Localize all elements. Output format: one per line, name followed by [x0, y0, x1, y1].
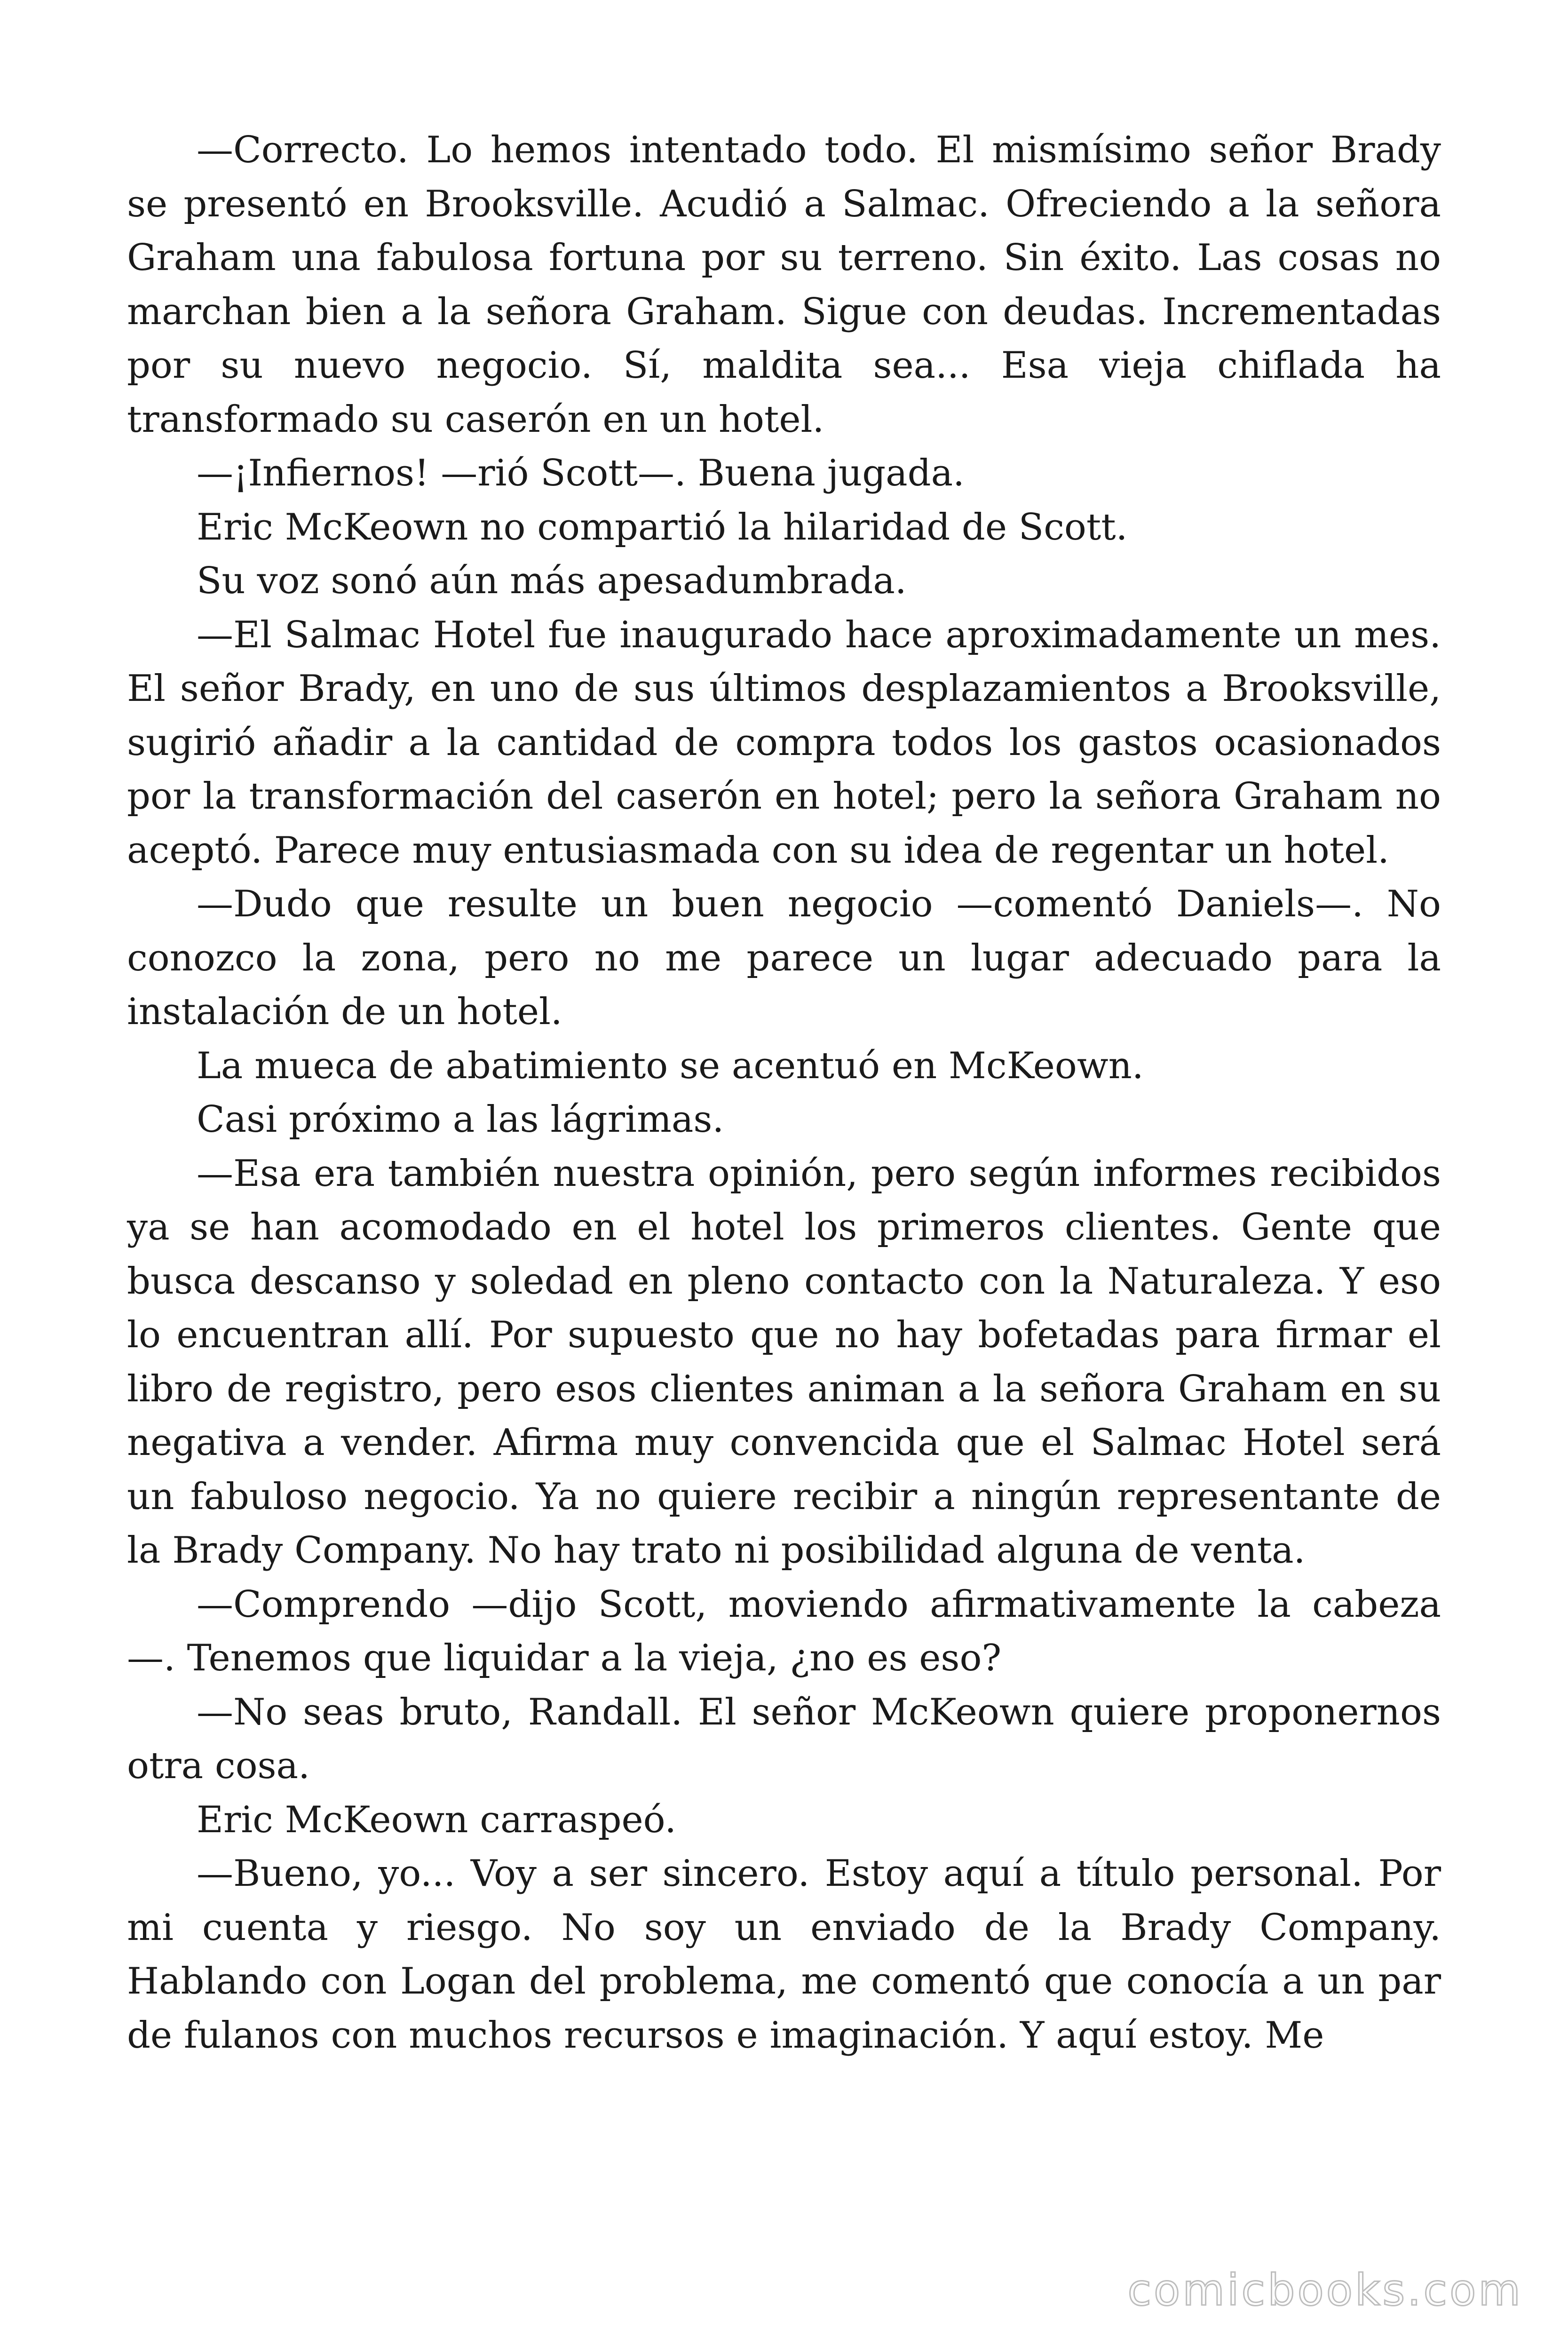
paragraph: —No seas bruto, Randall. El señor McKeown quiere proponernos otra cosa.	[127, 1691, 1441, 1787]
paragraph: Su voz sonó aún más apesadumbrada.	[197, 560, 907, 602]
paragraph: —Bueno, yo... Voy a ser sincero. Estoy aquí a título personal. Por mi cuenta y riesgo. No soy un enviado de la Brady Company. Hablando con Logan del problema, me comentó que conocía a un par de fulanos con muchos recursos e imaginación. Y aquí estoy. Me	[127, 1852, 1441, 2057]
paragraph: Eric McKeown no compartió la hilaridad de Scott.	[197, 506, 1128, 548]
paragraph: La mueca de abatimiento se acentuó en McKeown.	[197, 1044, 1144, 1087]
paragraph: —Esa era también nuestra opinión, pero según informes recibidos ya se han acomodado en el hotel los primeros clientes. Gente que busca descanso y soledad en pleno contacto con la Naturaleza. Y eso lo encuentran allí. Por supuesto que no hay bofetadas para firmar el libro de registro, pero esos clientes animan a la señora Graham en su negativa a vender. Afirma muy convencida que el Salmac Hotel será un fabuloso negocio. Ya no quiere recibir a ningún representante de la Brady Company. No hay trato ni posibilidad alguna de venta.	[127, 1152, 1441, 1572]
paragraph: Casi próximo a las lágrimas.	[197, 1098, 724, 1141]
paragraph: —Correcto. Lo hemos intentado todo. El mismísimo señor Brady se presentó en Brooksville. Acudió a Salmac. Ofreciendo a la señora Graham una fabulosa fortuna por su terreno. Sin éxito. Las cosas no marchan bien a la señora Graham. Sigue con deudas. Incrementadas por su nuevo negocio. Sí, maldita sea... Esa vieja chiflada ha transformado su caserón en un hotel.	[127, 129, 1441, 441]
body-text	[127, 123, 1441, 2062]
paragraph: —El Salmac Hotel fue inaugurado hace aproximadamente un mes. El señor Brady, en uno de sus últimos desplazamientos a Brooksville, sugirió añadir a la cantidad de compra todos los gastos ocasionados por la transformación del caserón en hotel; pero la señora Graham no aceptó. Parece muy entusiasmada con su idea de regentar un hotel.	[127, 613, 1441, 872]
paragraph: —Comprendo —dijo Scott, moviendo afirmativamente la cabeza —. Tenemos que liquidar a la vieja, ¿no es eso?	[127, 1583, 1441, 1679]
paragraph: —Dudo que resulte un buen negocio —comentó Daniels—. No conozco la zona, pero no me parece un lugar adecuado para la instalación de un hotel.	[127, 883, 1441, 1033]
paragraph: Eric McKeown carraspeó.	[197, 1798, 677, 1841]
paragraph: —¡Infiernos! —rió Scott—. Buena jugada.	[197, 452, 965, 494]
watermark: comicbooks.com	[1127, 2265, 1523, 2315]
